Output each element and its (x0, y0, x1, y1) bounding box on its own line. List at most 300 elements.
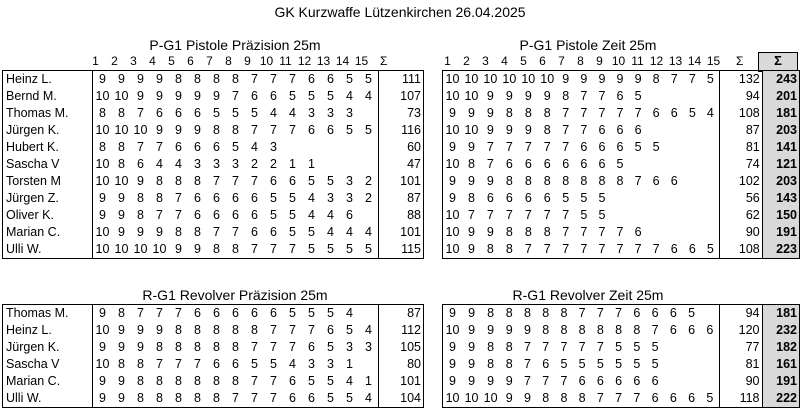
table-row (3, 71, 424, 89)
score-cell: 8 (137, 374, 144, 388)
score-cell: 9 (449, 306, 456, 320)
score-cell: 7 (616, 242, 624, 256)
score-cell: 8 (467, 191, 475, 205)
score-cell: 6 (289, 174, 296, 188)
score-cell: 6 (194, 140, 201, 154)
table-row (3, 156, 424, 173)
score-cell (647, 88, 665, 105)
score-cell: 7 (543, 242, 551, 256)
score-cell: 6 (598, 123, 606, 137)
score-cell: 9 (99, 306, 106, 320)
sum-cell: 62 (720, 207, 762, 224)
score-cell: 8 (523, 306, 531, 320)
table-row (3, 122, 424, 139)
score-cell: 9 (137, 340, 144, 354)
score-cell: 7 (251, 340, 258, 354)
table-row (443, 373, 800, 390)
column-number: 15 (706, 54, 721, 68)
score-cell: 5 (270, 208, 277, 222)
sum-cell: 107 (379, 88, 424, 105)
total-cell: 121 (762, 156, 799, 173)
score-cell: 3 (346, 340, 353, 354)
score-cell: 9 (505, 123, 513, 137)
score-cell: 5 (633, 357, 641, 371)
score-cell: 3 (213, 157, 220, 171)
sum-cell: 56 (720, 190, 762, 207)
score-cell: 7 (289, 340, 296, 354)
score-cell: 5 (270, 357, 277, 371)
score-cell: 4 (365, 225, 372, 239)
score-cell (647, 207, 665, 224)
column-number: 12 (649, 54, 664, 68)
score-cell: 5 (289, 306, 296, 320)
score-cell: 10 (95, 242, 110, 256)
sum-cell: 132 (720, 71, 762, 89)
score-cell: 7 (598, 89, 606, 103)
score-cell: 9 (175, 242, 182, 256)
score-cell: 8 (118, 157, 125, 171)
score-cell: 5 (365, 123, 372, 137)
score-cell: 6 (670, 174, 678, 188)
score-cell: 4 (175, 157, 182, 171)
score-cell: 6 (194, 306, 201, 320)
score-cell: 6 (615, 374, 623, 388)
score-cell: 9 (99, 391, 106, 405)
score-cell: 10 (95, 174, 110, 188)
score-cell: 5 (270, 191, 277, 205)
score-cell: 8 (213, 340, 220, 354)
score-cell: 7 (615, 306, 623, 320)
score-cell: 7 (598, 242, 606, 256)
score-cell: 8 (232, 72, 239, 86)
score-cell: 5 (289, 191, 296, 205)
score-cell: 9 (118, 340, 125, 354)
score-cell: 8 (543, 225, 551, 239)
score-cell: 9 (156, 123, 163, 137)
score-cell (359, 139, 379, 156)
score-cell: 4 (346, 225, 353, 239)
score-cell: 6 (137, 157, 144, 171)
score-cell: 6 (270, 89, 277, 103)
sum-cell: 108 (720, 241, 762, 259)
score-cell: 2 (270, 157, 277, 171)
score-cell: 6 (213, 208, 220, 222)
total-cell: 232 (762, 322, 799, 339)
score-cell: 6 (616, 140, 624, 154)
score-cell: 5 (346, 323, 353, 337)
column-number: 7 (558, 54, 565, 68)
score-cell: 9 (213, 89, 220, 103)
score-cell: 7 (616, 106, 624, 120)
score-cell: 3 (346, 174, 353, 188)
score-cell: 9 (523, 391, 531, 405)
score-cell (701, 173, 720, 190)
shooter-name: Thomas M. (3, 105, 93, 122)
score-cell: 6 (213, 306, 220, 320)
score-cell: 5 (580, 208, 588, 222)
score-cell: 3 (365, 340, 372, 354)
score-cell: 6 (232, 208, 239, 222)
score-cell (683, 122, 701, 139)
score-cell (340, 156, 359, 173)
score-cell: 6 (505, 191, 513, 205)
table-row (443, 390, 800, 408)
score-cell: 10 (521, 72, 536, 86)
score-cell: 7 (270, 374, 277, 388)
score-cell: 6 (505, 157, 513, 171)
score-cell: 7 (232, 89, 239, 103)
table-row (443, 122, 800, 139)
score-cell: 7 (523, 374, 531, 388)
sum-cell: 118 (719, 390, 762, 408)
table-row (3, 322, 424, 339)
score-cell: 9 (598, 72, 606, 86)
score-cell (665, 88, 683, 105)
column-number: 15 (354, 54, 369, 68)
score-cell: 6 (598, 140, 606, 154)
column-number: 3 (130, 54, 137, 68)
score-cell: 7 (156, 208, 163, 222)
score-cell: 9 (487, 323, 495, 337)
score-cell: 5 (308, 174, 315, 188)
score-cell (359, 356, 379, 373)
column-number: 11 (279, 54, 292, 68)
score-cell: 5 (327, 340, 334, 354)
score-cell (629, 207, 647, 224)
score-cell: 7 (194, 357, 201, 371)
score-cell: 7 (232, 174, 239, 188)
score-cell: 7 (270, 72, 277, 86)
score-cell: 5 (308, 89, 315, 103)
score-cell: 6 (524, 157, 532, 171)
score-cell: 9 (99, 340, 106, 354)
table-row (3, 390, 424, 408)
score-cell: 7 (175, 208, 182, 222)
score-cell: 4 (365, 391, 372, 405)
score-cell (701, 339, 720, 356)
score-cell: 1 (289, 157, 296, 171)
table-row (3, 105, 424, 122)
score-cell: 7 (580, 89, 588, 103)
score-cell: 5 (615, 340, 623, 354)
score-cell: 6 (175, 106, 182, 120)
score-cell: 7 (524, 140, 532, 154)
total-cell: 141 (762, 139, 799, 156)
score-cell: 4 (346, 306, 353, 320)
score-cell: 7 (542, 374, 550, 388)
score-cell: 9 (118, 225, 125, 239)
score-cell: 9 (175, 123, 182, 137)
score-cell: 8 (194, 340, 201, 354)
score-cell: 8 (578, 391, 586, 405)
sum-header: Σ (736, 54, 744, 68)
score-cell: 4 (346, 374, 353, 388)
score-cell (701, 207, 720, 224)
shooter-name: Oliver K. (3, 207, 93, 224)
score-cell: 6 (616, 123, 624, 137)
score-cell: 9 (505, 374, 513, 388)
score-cell: 9 (118, 391, 125, 405)
score-cell: 6 (542, 357, 550, 371)
score-cell: 5 (598, 191, 606, 205)
score-cell: 8 (156, 174, 163, 188)
column-number: 8 (577, 54, 584, 68)
score-cell (682, 339, 700, 356)
score-cell: 8 (175, 72, 182, 86)
score-cell: 5 (213, 106, 220, 120)
score-cell: 8 (232, 242, 239, 256)
score-cell (647, 122, 665, 139)
total-cell: 203 (762, 173, 799, 190)
sum-cell: 108 (720, 105, 762, 122)
score-cell: 7 (560, 340, 568, 354)
score-cell: 5 (308, 306, 315, 320)
score-cell: 9 (505, 391, 513, 405)
score-cell: 8 (524, 225, 532, 239)
score-cell (664, 373, 682, 390)
score-cell (629, 190, 647, 207)
score-cell: 7 (467, 208, 475, 222)
score-cell: 10 (95, 89, 110, 103)
score-cell: 9 (468, 340, 476, 354)
score-cell: 8 (99, 106, 106, 120)
score-cell (283, 139, 302, 156)
score-cell: 8 (175, 323, 182, 337)
score-cell: 8 (486, 242, 494, 256)
sum-cell: 101 (379, 373, 424, 390)
score-cell: 8 (194, 323, 201, 337)
score-cell: 8 (194, 174, 201, 188)
score-cell: 5 (346, 242, 353, 256)
column-number: 13 (316, 54, 331, 68)
score-cell: 7 (289, 242, 296, 256)
score-cell (701, 156, 720, 173)
score-cell: 4 (156, 157, 163, 171)
shooter-name: Sascha V (3, 156, 93, 173)
score-cell: 6 (652, 174, 660, 188)
score-cell: 9 (118, 191, 125, 205)
score-cell: 9 (175, 89, 182, 103)
table-row (443, 322, 800, 339)
table-row (3, 373, 424, 390)
score-cell: 6 (580, 140, 588, 154)
score-cell: 6 (580, 157, 588, 171)
sum-cell: 115 (379, 241, 424, 259)
score-cell: 10 (445, 123, 460, 137)
score-cell: 8 (99, 140, 106, 154)
score-cell (664, 356, 682, 373)
score-cell: 7 (270, 340, 277, 354)
score-cell: 8 (175, 174, 182, 188)
sum-cell: 101 (379, 224, 424, 241)
total-cell: 143 (762, 190, 799, 207)
score-cell: 9 (118, 72, 125, 86)
score-cell: 7 (633, 391, 641, 405)
shooter-name: Jürgen Z. (3, 190, 93, 207)
score-cell: 8 (467, 157, 475, 171)
score-cell: 6 (327, 72, 334, 86)
score-cell: 6 (251, 89, 258, 103)
score-cell: 6 (232, 191, 239, 205)
score-cell: 9 (634, 72, 642, 86)
score-cell: 7 (251, 174, 258, 188)
score-cell: 7 (634, 174, 642, 188)
score-cell: 9 (194, 123, 201, 137)
score-cell: 1 (365, 374, 372, 388)
table-row (443, 156, 800, 173)
table-row (443, 241, 800, 259)
score-cell: 7 (486, 140, 494, 154)
score-cell: 6 (270, 306, 277, 320)
score-cell: 9 (467, 242, 475, 256)
score-cell: 10 (114, 242, 129, 256)
score-cell: 5 (289, 89, 296, 103)
column-number: 6 (187, 54, 194, 68)
score-cell: 8 (137, 391, 144, 405)
score-cell (302, 139, 321, 156)
table-row (3, 139, 424, 156)
score-cell: 9 (99, 374, 106, 388)
table-row (443, 71, 800, 89)
score-cell: 9 (194, 242, 201, 256)
score-cell: 7 (137, 140, 144, 154)
score-cell: 6 (289, 374, 296, 388)
score-cell: 4 (251, 140, 258, 154)
score-cell: 8 (580, 174, 588, 188)
table-row (3, 241, 424, 259)
score-cell: 3 (308, 357, 315, 371)
score-cell: 10 (464, 72, 479, 86)
score-cell: 5 (706, 391, 714, 405)
score-cell: 8 (194, 225, 201, 239)
total-cell: 191 (762, 224, 799, 241)
score-cell: 6 (670, 106, 678, 120)
revolver-time-table (442, 304, 800, 408)
score-cell: 7 (542, 340, 550, 354)
score-cell: 8 (562, 174, 570, 188)
table-row (443, 105, 800, 122)
score-cell: 6 (651, 374, 659, 388)
score-cell: 6 (194, 106, 201, 120)
score-cell: 10 (483, 391, 498, 405)
table-row (443, 207, 800, 224)
table-row (443, 224, 800, 241)
score-cell: 8 (524, 106, 532, 120)
score-cell (665, 207, 683, 224)
score-cell (683, 224, 701, 241)
score-cell: 8 (542, 306, 550, 320)
table-row (443, 139, 800, 156)
score-cell: 6 (270, 174, 277, 188)
score-cell: 7 (580, 123, 588, 137)
score-cell: 5 (596, 357, 604, 371)
total-cell: 222 (762, 390, 799, 408)
score-cell: 8 (118, 306, 125, 320)
score-cell: 7 (137, 306, 144, 320)
score-cell (665, 122, 683, 139)
shooter-name: Heinz L. (3, 71, 93, 89)
score-cell: 5 (598, 208, 606, 222)
score-cell: 9 (524, 89, 532, 103)
score-cell: 7 (578, 306, 586, 320)
score-cell: 4 (365, 89, 372, 103)
score-cell: 8 (232, 323, 239, 337)
score-cell: 3 (346, 191, 353, 205)
score-cell: 6 (562, 157, 570, 171)
score-cell: 9 (486, 89, 494, 103)
score-cell: 6 (308, 123, 315, 137)
table-row (3, 190, 424, 207)
column-number: 11 (631, 54, 644, 68)
score-cell: 6 (213, 191, 220, 205)
score-cell: 9 (137, 72, 144, 86)
total-cell: 181 (762, 105, 799, 122)
score-cell: 4 (346, 89, 353, 103)
score-cell: 7 (505, 208, 513, 222)
score-cell: 6 (270, 225, 277, 239)
score-cell: 10 (445, 391, 460, 405)
sum-cell: 74 (720, 156, 762, 173)
score-cell: 5 (633, 340, 641, 354)
score-cell: 7 (596, 391, 604, 405)
score-cell: 9 (118, 208, 125, 222)
score-cell: 7 (651, 323, 659, 337)
score-cell: 7 (596, 340, 604, 354)
score-cell: 8 (156, 391, 163, 405)
score-cell: 10 (445, 225, 460, 239)
score-cell: 8 (487, 306, 495, 320)
score-cell: 9 (118, 374, 125, 388)
score-cell: 9 (486, 106, 494, 120)
score-cell: 7 (598, 225, 606, 239)
score-cell (647, 156, 665, 173)
score-cell: 8 (505, 225, 513, 239)
score-cell: 8 (213, 123, 220, 137)
score-cell: 5 (327, 174, 334, 188)
score-cell: 7 (543, 208, 551, 222)
sum-cell: 87 (379, 190, 424, 207)
score-cell: 8 (118, 140, 125, 154)
shooter-name: Torsten M (3, 173, 93, 190)
score-cell (664, 339, 682, 356)
score-cell: 4 (327, 225, 334, 239)
score-cell: 6 (652, 106, 660, 120)
score-cell: 5 (308, 242, 315, 256)
column-number: 3 (482, 54, 489, 68)
score-cell: 7 (486, 208, 494, 222)
score-cell: 9 (449, 191, 456, 205)
sum-cell: 90 (719, 373, 762, 390)
score-cell: 5 (251, 357, 258, 371)
page-title: GK Kurzwaffe Lützenkirchen 26.04.2025 (274, 4, 526, 20)
score-cell: 9 (194, 89, 201, 103)
score-cell: 7 (524, 242, 532, 256)
score-cell: 5 (578, 357, 586, 371)
score-cell: 7 (175, 306, 182, 320)
score-cell: 8 (232, 340, 239, 354)
score-cell (611, 190, 629, 207)
score-cell (665, 190, 683, 207)
sum-header: Σ (380, 54, 388, 68)
score-cell: 6 (175, 140, 182, 154)
score-cell (359, 207, 379, 224)
score-cell: 7 (615, 391, 623, 405)
score-cell (629, 156, 647, 173)
shooter-name: Ulli W. (3, 241, 93, 259)
score-cell (683, 190, 701, 207)
score-cell: 6 (633, 374, 641, 388)
sum-cell: 87 (379, 305, 424, 323)
